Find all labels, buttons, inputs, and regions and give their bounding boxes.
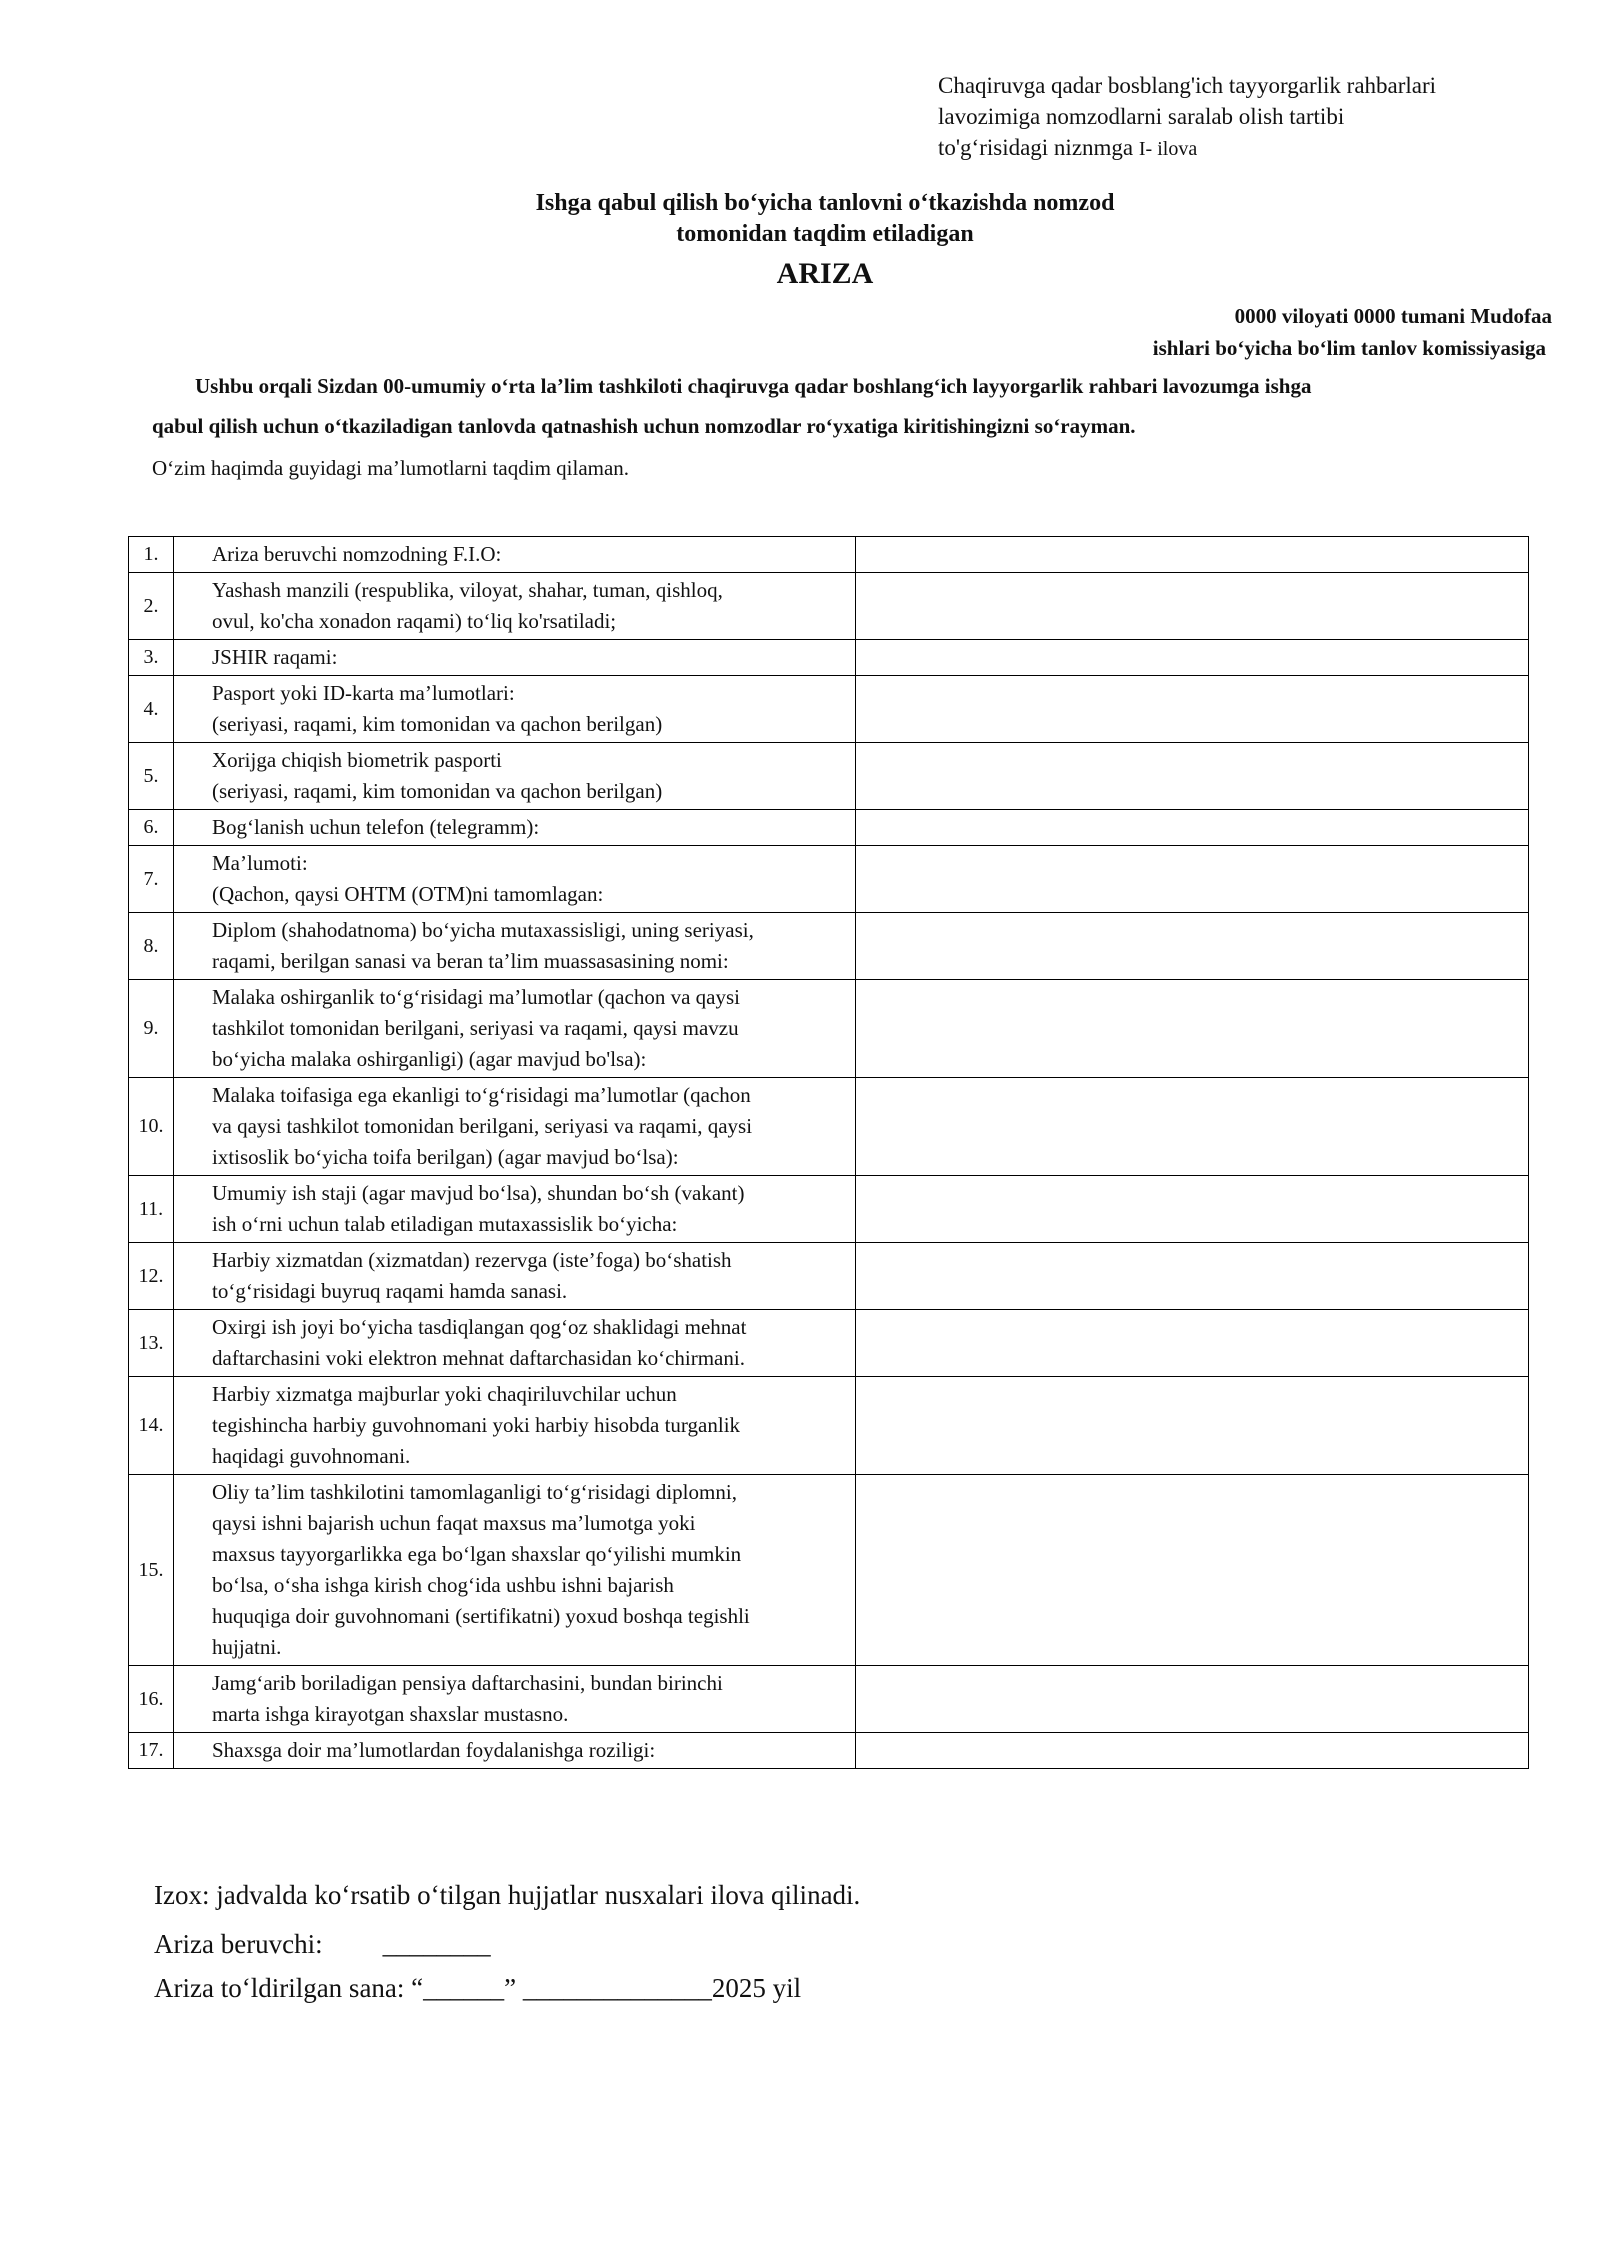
row-label xyxy=(174,1666,856,1733)
row-label xyxy=(174,676,856,743)
heading-line-2: tomonidan taqdim etiladigan xyxy=(676,221,974,247)
addressee-line-2: ishlari bo‘yicha bo‘lim tanlov komissiyasiga xyxy=(1152,336,1546,360)
table-row xyxy=(129,1176,1529,1243)
row-value-field[interactable] xyxy=(856,1733,1529,1769)
heading-line-1: Ishga qabul qilish bo‘yicha tanlovni o‘tkazishda nomzod xyxy=(535,190,1115,216)
applicant-label: Ariza beruvchi: xyxy=(154,1929,323,1959)
row-label-line: raqami, berilgan sanasi va beran ta’lim muassasasining nomi: xyxy=(212,949,729,973)
row-number: 9. xyxy=(129,980,174,1078)
row-label-line: Harbiy xizmatdan (xizmatdan) rezervga (iste’foga) bo‘shatish xyxy=(212,1248,732,1272)
row-label-line: bo‘lsa, o‘sha ishga kirish chog‘ida ushbu ishni bajarish xyxy=(212,1573,674,1597)
row-label-line: Oliy ta’lim tashkilotini tamomlaganligi to‘g‘risidagi diplomni, xyxy=(212,1480,737,1504)
row-label-line: Harbiy xizmatga majburlar yoki chaqiriluvchilar uchun xyxy=(212,1382,677,1406)
row-number: 10. xyxy=(129,1078,174,1176)
table-row xyxy=(129,1377,1529,1475)
row-label xyxy=(174,1176,856,1243)
addressee xyxy=(752,300,1552,364)
row-label-line: Shaxsga doir ma’lumotlardan foydalanishga roziligi: xyxy=(212,1738,656,1762)
intro-paragraph-3: O‘zim haqimda guyidagi ma’lumotlarni taqdim qilaman. xyxy=(152,456,630,480)
table-row xyxy=(129,1078,1529,1176)
row-label xyxy=(174,1377,856,1475)
row-value-field[interactable] xyxy=(856,1310,1529,1377)
row-label xyxy=(174,1733,856,1769)
row-label-line: Bog‘lanish uchun telefon (telegramm): xyxy=(212,815,540,839)
row-label xyxy=(174,537,856,573)
row-label-line: Yashash manzili (respublika, viloyat, shahar, tuman, qishloq, xyxy=(212,578,723,602)
row-label-line: tashkilot tomonidan berilgani, seriyasi va raqami, qaysi mavzu xyxy=(212,1016,739,1040)
application-form-table xyxy=(128,536,1529,1769)
row-label-line: (seriyasi, raqami, kim tomonidan va qachon berilgan) xyxy=(212,779,663,803)
row-label xyxy=(174,1475,856,1666)
row-value-field[interactable] xyxy=(856,1475,1529,1666)
row-label xyxy=(174,1310,856,1377)
row-number: 12. xyxy=(129,1243,174,1310)
row-number: 4. xyxy=(129,676,174,743)
row-label-line: va qaysi tashkilot tomonidan berilgani, seriyasi va raqami, qaysi xyxy=(212,1114,753,1138)
table-row xyxy=(129,913,1529,980)
row-value-field[interactable] xyxy=(856,810,1529,846)
row-label-line: Diplom (shahodatnoma) bo‘yicha mutaxassisligi, uning seriyasi, xyxy=(212,918,754,942)
row-number: 16. xyxy=(129,1666,174,1733)
table-row xyxy=(129,573,1529,640)
row-label xyxy=(174,846,856,913)
table-row xyxy=(129,810,1529,846)
row-label-line: bo‘yicha malaka oshirganligi) (agar mavjud bo'lsa): xyxy=(212,1047,647,1071)
row-number: 8. xyxy=(129,913,174,980)
row-number: 1. xyxy=(129,537,174,573)
row-label-line: ixtisoslik bo‘yicha toifa berilgan) (agar mavjud bo‘lsa): xyxy=(212,1145,679,1169)
row-number: 11. xyxy=(129,1176,174,1243)
row-label xyxy=(174,573,856,640)
row-label xyxy=(174,980,856,1078)
row-label xyxy=(174,913,856,980)
table-row xyxy=(129,980,1529,1078)
table-row xyxy=(129,1733,1529,1769)
row-label xyxy=(174,810,856,846)
applicant-signature-line xyxy=(154,1927,491,1961)
annex-line-1: Chaqiruvga qadar bosblang'ich tayyorgarlik rahbarlari xyxy=(938,73,1437,98)
row-value-field[interactable] xyxy=(856,1377,1529,1475)
row-number: 2. xyxy=(129,573,174,640)
intro-paragraph-1: Ushbu orqali Sizdan 00-umumiy o‘rta la’lim tashkiloti chaqiruvga qadar boshlang‘ich layyorgarlik rahbari lavozumga ishga xyxy=(195,374,1312,398)
row-label xyxy=(174,640,856,676)
row-value-field[interactable] xyxy=(856,846,1529,913)
row-label-line: (seriyasi, raqami, kim tomonidan va qachon berilgan) xyxy=(212,712,663,736)
date-line[interactable]: Ariza to‘ldirilgan sana: “______” ______________2025 yil xyxy=(154,1973,802,2003)
table-row xyxy=(129,846,1529,913)
row-value-field[interactable] xyxy=(856,537,1529,573)
row-label xyxy=(174,743,856,810)
row-label-line: qaysi ishni bajarish uchun faqat maxsus ma’lumotga yoki xyxy=(212,1511,696,1535)
table-row xyxy=(129,537,1529,573)
row-label-line: huquqiga doir guvohnomani (sertifikatni) yoxud boshqa tegishli xyxy=(212,1604,750,1628)
row-label-line: Pasport yoki ID-karta ma’lumotlari: xyxy=(212,681,515,705)
table-row xyxy=(129,743,1529,810)
row-value-field[interactable] xyxy=(856,743,1529,810)
footer-note: Izox: jadvalda ko‘rsatib o‘tilgan hujjatlar nusxalari ilova qilinadi. xyxy=(154,1880,861,1910)
row-value-field[interactable] xyxy=(856,980,1529,1078)
row-value-field[interactable] xyxy=(856,1243,1529,1310)
row-label-line: Malaka oshirganlik to‘g‘risidagi ma’lumotlar (qachon va qaysi xyxy=(212,985,740,1009)
table-row xyxy=(129,640,1529,676)
table-row xyxy=(129,676,1529,743)
row-value-field[interactable] xyxy=(856,573,1529,640)
row-label-line: ovul, ko'cha xonadon raqami) to‘liq ko'rsatiladi; xyxy=(212,609,617,633)
row-number: 3. xyxy=(129,640,174,676)
annex-line-3: to'g‘risidagi niznmga I- ilova xyxy=(938,135,1198,160)
row-value-field[interactable] xyxy=(856,676,1529,743)
row-number: 5. xyxy=(129,743,174,810)
addressee-line-1: 0000 viloyati 0000 tumani Mudofaa xyxy=(1234,304,1552,328)
applicant-blank[interactable]: ________ xyxy=(382,1929,491,1959)
row-value-field[interactable] xyxy=(856,1176,1529,1243)
row-label-line: haqidagi guvohnomani. xyxy=(212,1444,411,1468)
row-number: 6. xyxy=(129,810,174,846)
row-label-line: Umumiy ish staji (agar mavjud bo‘lsa), shundan bo‘sh (vakant) xyxy=(212,1181,745,1205)
row-value-field[interactable] xyxy=(856,913,1529,980)
row-label-line: maxsus tayyorgarlikka ega bo‘lgan shaxslar qo‘yilishi mumkin xyxy=(212,1542,742,1566)
document-title: ARIZA xyxy=(776,257,874,290)
row-label-line: daftarchasini voki elektron mehnat daftarchasidan ko‘chirmani. xyxy=(212,1346,745,1370)
row-number: 15. xyxy=(129,1475,174,1666)
table-row xyxy=(129,1243,1529,1310)
annex-reference xyxy=(938,70,1558,165)
annex-number: I- ilova xyxy=(1138,138,1198,160)
row-label-line: Xorijga chiqish biometrik pasporti xyxy=(212,748,502,772)
table-row xyxy=(129,1310,1529,1377)
table-row xyxy=(129,1666,1529,1733)
row-label xyxy=(174,1243,856,1310)
intro-paragraph-2: qabul qilish uchun o‘tkaziladigan tanlovda qatnashish uchun nomzodlar ro‘yxatiga kiritishingizni so‘rayman. xyxy=(152,414,1136,438)
row-label-line: marta ishga kirayotgan shaxslar mustasno. xyxy=(212,1702,569,1726)
row-label-line: tegishincha harbiy guvohnomani yoki harbiy hisobda turganlik xyxy=(212,1413,741,1437)
row-number: 14. xyxy=(129,1377,174,1475)
row-label-line: ish o‘rni uchun talab etiladigan mutaxassislik bo‘yicha: xyxy=(212,1212,678,1236)
row-label-line: Oxirgi ish joyi bo‘yicha tasdiqlangan qog‘oz shaklidagi mehnat xyxy=(212,1315,747,1339)
annex-line-2: lavozimiga nomzodlarni saralab olish tartibi xyxy=(938,104,1345,129)
row-number: 17. xyxy=(129,1733,174,1769)
row-value-field[interactable] xyxy=(856,1078,1529,1176)
table-row xyxy=(129,1475,1529,1666)
row-label-line: Jamg‘arib boriladigan pensiya daftarchasini, bundan birinchi xyxy=(212,1671,723,1695)
row-number: 7. xyxy=(129,846,174,913)
row-label-line: Ma’lumoti: xyxy=(212,851,308,875)
row-label-line: (Qachon, qaysi OHTM (OTM)ni tamomlagan: xyxy=(212,882,604,906)
row-label-line: Malaka toifasiga ega ekanligi to‘g‘risidagi ma’lumotlar (qachon xyxy=(212,1083,751,1107)
row-value-field[interactable] xyxy=(856,1666,1529,1733)
row-label-line: to‘g‘risidagi buyruq raqami hamda sanasi. xyxy=(212,1279,568,1303)
row-label-line: hujjatni. xyxy=(212,1635,282,1659)
row-label-line: Ariza beruvchi nomzodning F.I.O: xyxy=(212,542,502,566)
row-number: 13. xyxy=(129,1310,174,1377)
form-table-body xyxy=(129,537,1529,1769)
row-label xyxy=(174,1078,856,1176)
row-label-line: JSHIR raqami: xyxy=(212,645,338,669)
row-value-field[interactable] xyxy=(856,640,1529,676)
